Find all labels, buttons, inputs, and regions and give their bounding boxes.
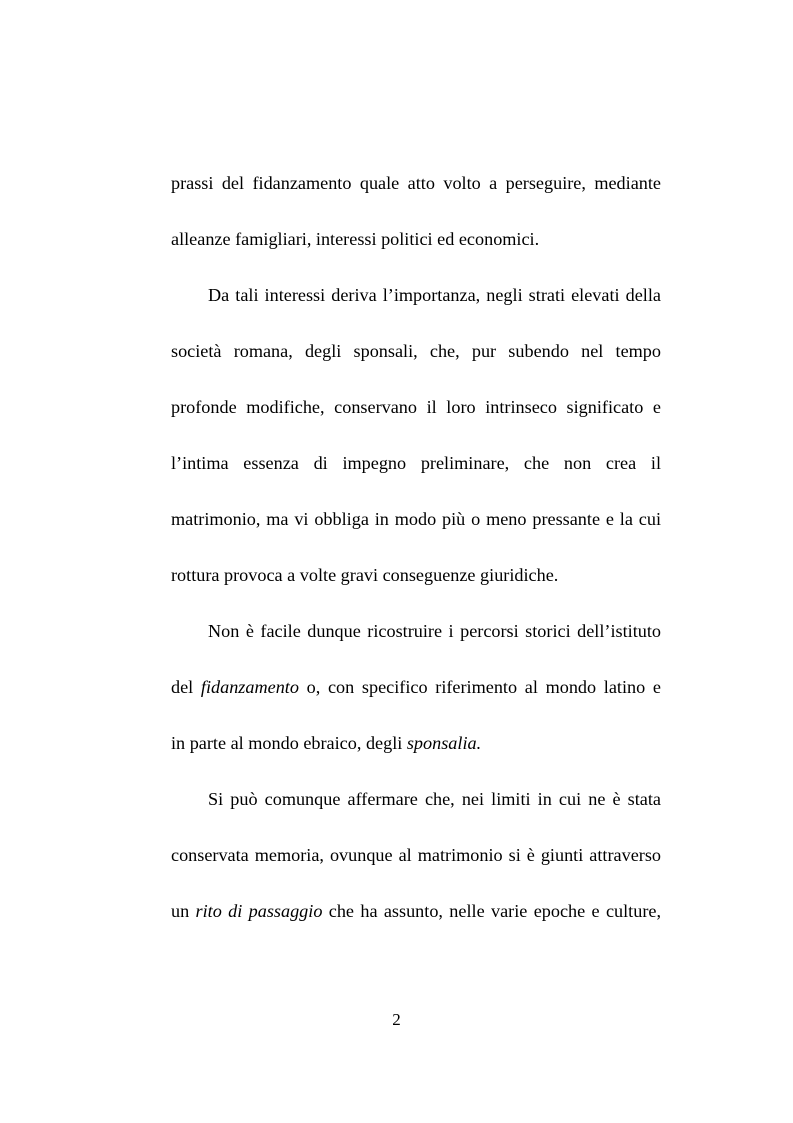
text-line [171, 900, 661, 922]
text-line: matrimonio, ma vi obbliga in modo più o meno pressante e la cui [171, 509, 661, 529]
text-line: società romana, degli sponsali, che, pur subendo nel tempo [171, 341, 661, 361]
italic-term: rito di passaggio [195, 901, 323, 921]
text-line: rottura provoca a volte gravi conseguenze giuridiche. [171, 565, 559, 585]
text-line [171, 732, 661, 754]
paragraph-first-line: Non è facile dunque ricostruire i percorsi storici dell’istituto [208, 621, 661, 641]
text-segment: un [171, 901, 196, 921]
paragraph-first-line: Si può comunque affermare che, nei limiti in cui ne è stata [208, 789, 661, 809]
text-segment: che ha assunto, nelle varie epoche e culture, [322, 901, 661, 921]
text-line [171, 676, 661, 698]
text-segment: o, con specifico riferimento al mondo latino e [298, 677, 661, 697]
text-line: l’intima essenza di impegno preliminare, che non crea il [171, 453, 661, 473]
paragraph-first-line: Da tali interessi deriva l’importanza, negli strati elevati della [208, 285, 661, 305]
text-line: alleanze famigliari, interessi politici ed economici. [171, 229, 540, 249]
text-segment: in parte al mondo ebraico, degli [171, 733, 407, 753]
text-segment: del [171, 677, 201, 697]
page-number: 2 [392, 1010, 401, 1029]
text-line: prassi del fidanzamento quale atto volto a perseguire, mediante [171, 173, 661, 193]
italic-term: fidanzamento [200, 677, 299, 697]
text-line: conservata memoria, ovunque al matrimonio si è giunti attraverso [171, 845, 661, 865]
italic-term: sponsalia. [406, 733, 482, 753]
text-line: profonde modifiche, conservano il loro intrinseco significato e [171, 397, 661, 417]
